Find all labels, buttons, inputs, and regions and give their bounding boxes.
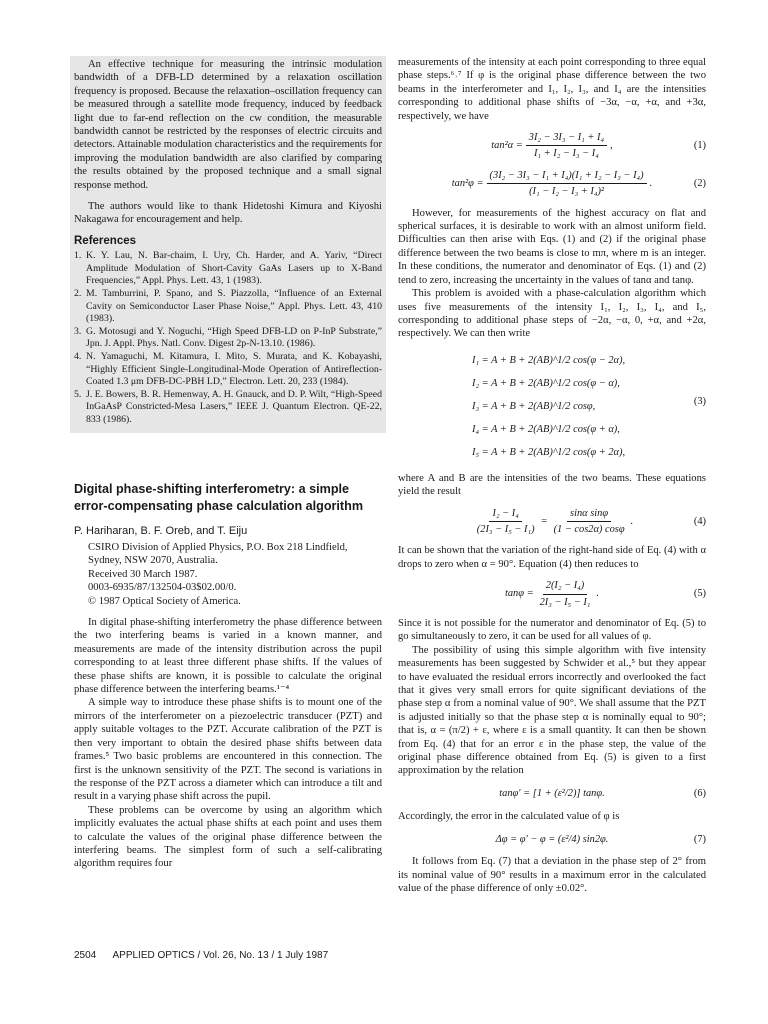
article-title: Digital phase-shifting interferometry: a simple error-compensating phase calculation algorithm bbox=[74, 481, 364, 513]
equation-row: I₁ = A + B + 2(AB)^1/2 cos(φ − 2α), bbox=[472, 354, 626, 366]
references-list bbox=[74, 250, 382, 426]
equation-punct: . bbox=[630, 515, 634, 527]
body-paragraph: measurements of the intensity at each point corresponding to three equal phase steps.⁶˒⁷ If φ is the original phase difference between the two beams in the interferometer and I₁, I₂, I₃, and I₄ are the intensities corresponding to additional phase shifts of −3α, −α, +α, and +3α, respectively, we have bbox=[398, 57, 706, 122]
body-paragraph: The possibility of using this simple algorithm with five intensity measurements has been suggested by Schwider et al.,⁵ but they appear to have evaluated the residual errors incorrectly and overlooked the fact that it gives very small errors for quite significant deviations of the phase step α from a nominal value of 90°. We shall assume that the PZT is adjusted initially so that the phase step α is nominally equal to 90°; that is, α = (π/2) + ε, where ε is a small quantity. It can then be shown from Eq. (4) that for an error ε in the phase step, the value of the original phase difference obtained from Eq. (5) is given to a first approximation by the relation bbox=[398, 644, 706, 777]
body-paragraph: These problems can be overcome by using an algorithm which implicitly evaluates the actual phase shifts at each point and uses them to calculate the values of the original phase difference between the interfering beams. The simplest form of such a self-calibrating algorithm requires four bbox=[74, 804, 382, 870]
reference-text: J. E. Bowers, B. R. Hemenway, A. H. Gnauck, and D. P. Wilt, “High-Speed InGaAsP Constricted-Mesa Lasers,” IEEE J. Quantum Electron. QE-22, 833 (1986). bbox=[86, 388, 382, 425]
equation-number: (3) bbox=[693, 395, 706, 407]
denominator: I₁ + I₂ − I₃ − I₄ bbox=[533, 148, 599, 160]
equation-1 bbox=[398, 131, 706, 161]
article-authors: P. Hariharan, B. F. Oreb, and T. Eiju bbox=[74, 524, 248, 537]
fraction bbox=[487, 169, 647, 199]
references-heading: References bbox=[74, 234, 137, 247]
reference-item bbox=[74, 389, 382, 427]
received-date: Received 30 March 1987. bbox=[88, 568, 198, 580]
equation-6 bbox=[398, 786, 706, 802]
body-paragraph: A simple way to introduce these phase shifts is to mount one of the mirrors of the interferometer on a piezoelectric transducer (PZT) and apply suitable voltages to the PZT. Accurate calibration of the PZT is then very important to obtain the desired phase shifts between data frames.⁵ Two basic problems are encountered in this connection. The first is the unknown sensitivity of the PZT. The second is variations in the response of the PZT across a diameter which can introduce a tilt and result in a varying phase shift across the pupil. bbox=[74, 697, 382, 803]
equation-punct: . bbox=[596, 588, 600, 600]
equation-3-system bbox=[398, 349, 706, 464]
equation-punct: , bbox=[610, 140, 613, 152]
equation-lhs: tan²α = bbox=[491, 140, 523, 152]
reference-number: 5. bbox=[74, 388, 82, 400]
equals-sign: = bbox=[540, 515, 548, 527]
abstract-box bbox=[70, 56, 386, 433]
reference-text: N. Yamaguchi, M. Kitamura, I. Mito, S. Murata, and K. Kobayashi, “Highly Efficient Single-Longitudinal-Mode Operation of Antireflection-Coated 1.3 μm DFB-DC-PBH LD,” Electron. Lett. 20, 233 (1984). bbox=[86, 351, 382, 388]
equation-number: (2) bbox=[693, 178, 706, 190]
equation-text: Δφ = φ′ − φ = (ε²/4) sin2φ. bbox=[495, 833, 609, 845]
equation-text: tanφ′ = [1 + (ε²/2)] tanφ. bbox=[499, 788, 605, 800]
equation-number: (1) bbox=[693, 140, 706, 152]
reference-text: K. Y. Lau, N. Bar-chaim, I. Ury, Ch. Harder, and A. Yariv, “Direct Amplitude Modulation of Short-Cavity GaAs Lasers up to X-Band Frequencies,” Appl. Phys. Lett. 43, 1 (1983). bbox=[86, 250, 382, 287]
fraction bbox=[551, 507, 628, 537]
article-affiliation bbox=[74, 541, 382, 608]
reference-text: G. Motosugi and Y. Noguchi, “High Speed DFB-LD on P-InP Substrate,” Jpn. J. Appl. Phys. Natl. Conv. Digest 2p-N-13.10. (1986). bbox=[86, 325, 382, 350]
reference-item bbox=[74, 326, 382, 351]
equation-number: (5) bbox=[693, 588, 706, 600]
left-column bbox=[74, 56, 382, 871]
page-footer bbox=[74, 950, 342, 961]
denominator: (1 − cos2α) cosφ bbox=[553, 523, 625, 535]
copyright-line: © 1987 Optical Society of America. bbox=[88, 595, 241, 607]
equation-7 bbox=[398, 831, 706, 847]
equation-4 bbox=[398, 507, 706, 537]
reference-number: 2. bbox=[74, 288, 82, 300]
journal-citation: APPLIED OPTICS / Vol. 26, No. 13 / 1 July 1987 bbox=[112, 950, 329, 961]
numerator: 3I₂ − 3I₃ − I₁ + I₄ bbox=[526, 131, 607, 146]
equation-number: (4) bbox=[693, 515, 706, 527]
equation-lhs: tanφ = bbox=[504, 588, 534, 600]
denominator: (I₁ − I₂ − I₃ + I₄)² bbox=[529, 186, 605, 198]
denominator: (2I₃ − I₅ − I₁) bbox=[476, 523, 535, 535]
body-paragraph: Accordingly, the error in the calculated value of φ is bbox=[398, 810, 620, 822]
reference-item bbox=[74, 351, 382, 389]
equation-row: I₃ = A + B + 2(AB)^1/2 cosφ, bbox=[472, 400, 596, 412]
numerator: I₂ − I₄ bbox=[489, 507, 521, 522]
body-paragraph: It can be shown that the variation of the right-hand side of Eq. (4) with α drops to zero when α = 90°. Equation (4) then reduces to bbox=[398, 545, 706, 570]
equation-2 bbox=[398, 169, 706, 199]
equation-punct: . bbox=[649, 178, 653, 190]
affiliation-line: CSIRO Division of Applied Physics, P.O. Box 218 Lindfield, Sydney, NSW 2070, Australia. bbox=[88, 542, 348, 567]
body-paragraph: However, for measurements of the highest accuracy on flat and spherical surfaces, it is desirable to work with an almost uniform field. Difficulties can then arise with Eqs. (1) and (2) if the original phase difference between the two beams is close to mπ, where m is an integer. In these conditions, the numerator and denominator of Eqs. (1) and (2) tend to zero, increasing the uncertainty in the values of tanα and tanφ. bbox=[398, 207, 706, 286]
reference-item bbox=[74, 288, 382, 326]
abstract-paragraph: An effective technique for measuring the intrinsic modulation bandwidth of a DFB-LD determined by a relaxation oscillation frequency is proposed. Because the relaxation–oscillation frequency can be measured through a satellite mode frequency, induced by feedback light due to far-end reflection on the cw condition, the measurable bandwidth cannot be restricted by the responses of electric circuits and detectors. Attainable modulation characteristics and the requirements for improving the modulation bandwidth are also clarified by comparing the results obtained by the proposed technique and a small signal response method. bbox=[74, 59, 382, 191]
article-code: 0003-6935/87/132504-03$02.00/0. bbox=[88, 582, 237, 594]
equation-row: I₅ = A + B + 2(AB)^1/2 cos(φ + 2α), bbox=[472, 446, 626, 458]
body-paragraph: This problem is avoided with a phase-calculation algorithm which uses five measurements of the intensity I₁, I₂, I₃, I₄, and I₅, corresponding to additional phase steps of −2α, −α, 0, +α, and +2α, respectively. We can then write bbox=[398, 288, 706, 340]
equation-number: (7) bbox=[693, 833, 706, 845]
equation-number: (6) bbox=[693, 788, 706, 800]
fraction bbox=[537, 579, 594, 609]
numerator: 2(I₂ − I₄) bbox=[543, 579, 587, 594]
numerator: (3I₂ − 3I₃ − I₁ + I₄)(I₁ + I₂ − I₃ − I₄) bbox=[487, 169, 647, 184]
reference-number: 1. bbox=[74, 250, 82, 262]
body-paragraph: It follows from Eq. (7) that a deviation in the phase step of 2° from its nominal value of 90° results in a maximum error in the calculated value of the phase difference of only ±0.02°. bbox=[398, 856, 706, 895]
reference-item bbox=[74, 250, 382, 288]
denominator: 2I₃ − I₅ − I₁ bbox=[539, 596, 591, 608]
fraction bbox=[474, 507, 538, 537]
reference-text: M. Tamburrini, P. Spano, and S. Piazzolla, “Influence of an External Cavity on Semiconductor Laser Phase Noise,” Appl. Phys. Lett. 43, 410 (1983). bbox=[86, 288, 382, 325]
acknowledgement-paragraph: The authors would like to thank Hidetoshi Kimura and Kiyoshi Nakagawa for encouragement and help. bbox=[74, 201, 382, 226]
equation-lhs: tan²φ = bbox=[451, 178, 484, 190]
body-paragraph: Since it is not possible for the numerator and denominator of Eq. (5) to go simultaneously to zero, it can be used for all values of φ. bbox=[398, 617, 706, 643]
body-paragraph: In digital phase-shifting interferometry the phase difference between the two interfering beams is varied in a known manner, and measurements are made of the intensity distribution across the pupil corresponding to at least three different phase shifts. If the values of these phase shifts are known, it is possible to calculate the original phase difference between the interfering beams.¹⁻⁴ bbox=[74, 617, 382, 696]
reference-number: 3. bbox=[74, 325, 82, 337]
fraction bbox=[526, 131, 607, 161]
right-column bbox=[398, 56, 706, 895]
numerator: sinα sinφ bbox=[567, 507, 611, 522]
equation-5 bbox=[398, 579, 706, 609]
equation-row: I₂ = A + B + 2(AB)^1/2 cos(φ − α), bbox=[472, 377, 620, 389]
page-number: 2504 bbox=[74, 950, 97, 961]
reference-number: 4. bbox=[74, 351, 82, 363]
equation-row: I₄ = A + B + 2(AB)^1/2 cos(φ + α), bbox=[472, 423, 620, 435]
body-paragraph: where A and B are the intensities of the two beams. These equations yield the result bbox=[398, 472, 706, 498]
